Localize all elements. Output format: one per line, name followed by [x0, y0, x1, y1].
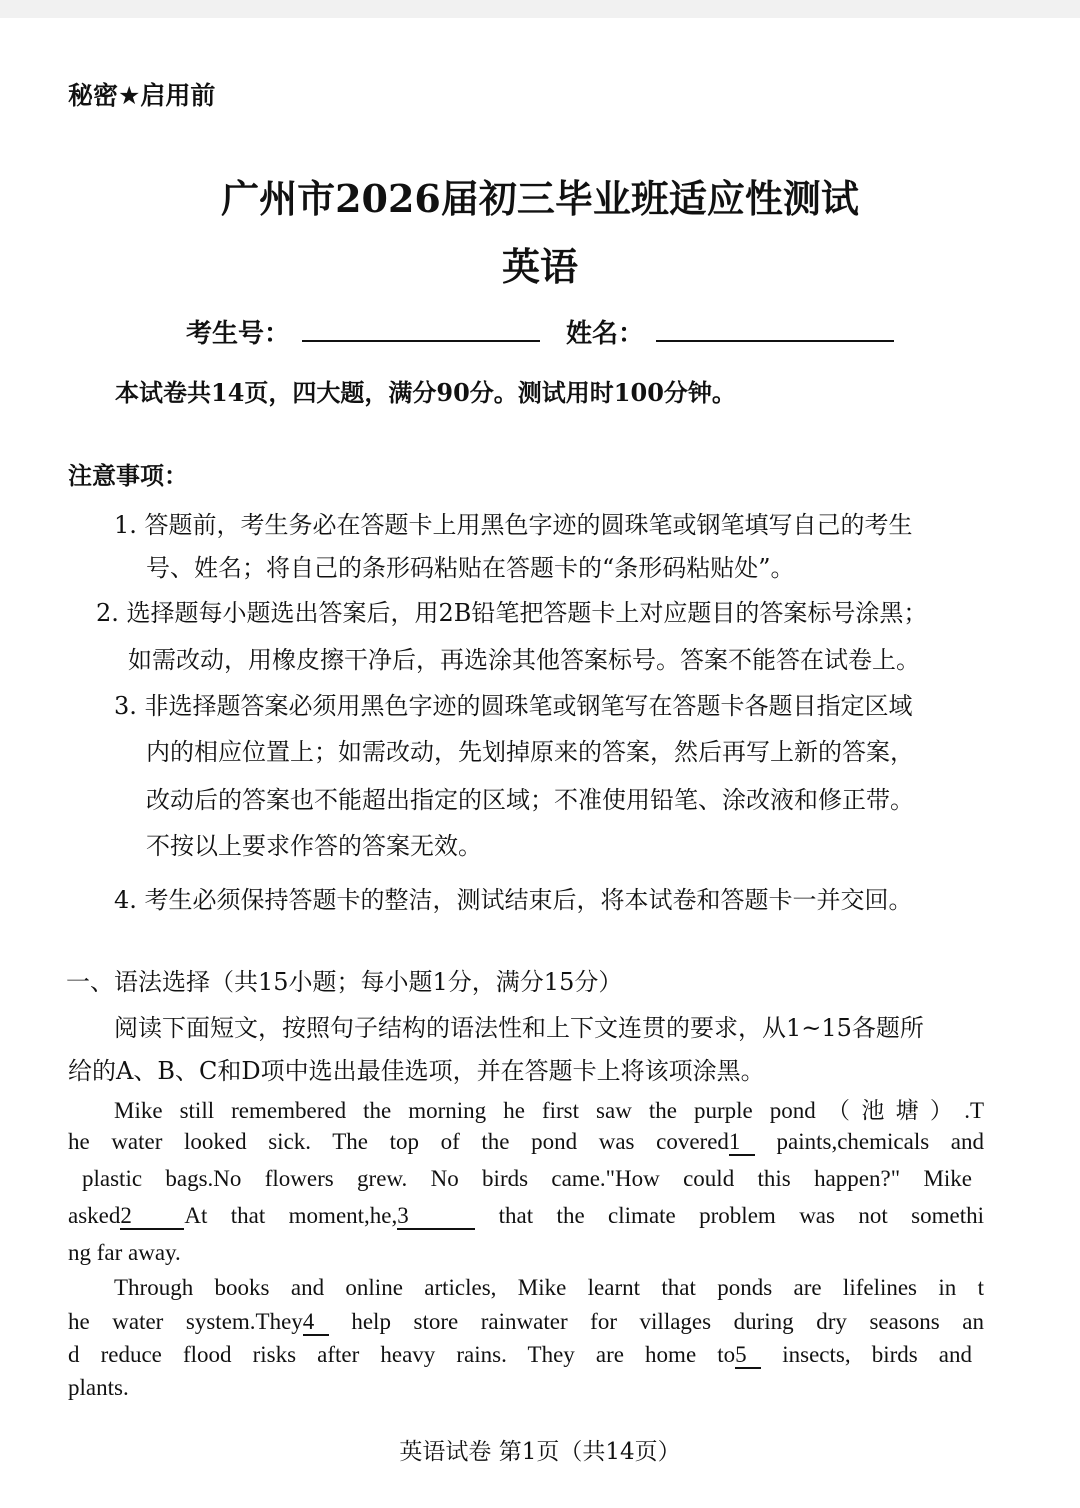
passage-text: paints,chemicals and	[754, 1129, 984, 1154]
passage-line	[68, 1309, 984, 1336]
blank-3[interactable]: 3	[397, 1204, 475, 1230]
exam-page	[0, 18, 1080, 1508]
section-instruction: 阅读下面短文，按照句子结构的语法性和上下文连贯的要求，从1~15各题所	[114, 1014, 924, 1042]
notice-line: 如需改动，用橡皮擦干净后，再选涂其他答案标号。答案不能答在试卷上。	[128, 646, 920, 674]
section-heading: 一、语法选择（共15小题；每小题1分，满分15分）	[66, 968, 623, 996]
notice-line: 内的相应位置上；如需改动，先划掉原来的答案，然后再写上新的答案，	[146, 738, 914, 766]
passage-line: plastic bags.No flowers grew. No birds came."How could this happen?" Mike	[82, 1166, 972, 1191]
blank-1[interactable]: 1	[729, 1130, 755, 1156]
blank-4[interactable]: 4	[303, 1310, 329, 1336]
blank-5[interactable]: 5	[735, 1343, 761, 1369]
passage-text: he water system.They	[68, 1309, 303, 1334]
section-instruction: 给的A、B、C和D项中选出最佳选项，并在答题卡上将该项涂黑。	[68, 1057, 765, 1085]
notice-line: 1. 答题前，考生务必在答题卡上用黑色字迹的圆珠笔或钢笔填写自己的考生	[114, 511, 913, 539]
passage-text: d reduce flood risks after heavy rains. They are home to	[68, 1342, 736, 1367]
candidate-id-label: 考生号：	[186, 319, 291, 349]
candidate-id-line[interactable]	[302, 340, 540, 342]
passage-line: plants.	[68, 1375, 129, 1400]
candidate-name-line[interactable]	[656, 340, 894, 342]
passage-line: ng far away.	[68, 1240, 181, 1265]
notice-line: 4. 考生必须保持答题卡的整洁，测试结束后，将本试卷和答题卡一并交回。	[114, 886, 913, 914]
blank-2[interactable]: 2	[120, 1204, 184, 1230]
exam-info: 本试卷共14页，四大题，满分90分。测试用时100分钟。	[115, 378, 736, 407]
confidential-mark: 秘密★启用前	[68, 81, 216, 110]
notice-line: 2. 选择题每小题选出答案后，用2B铅笔把答题卡上对应题目的答案标号涂黑；	[96, 599, 928, 627]
passage-text: help store rainwater for villages during dry seasons an	[328, 1309, 984, 1334]
page-footer: 英语试卷 第1页（共14页）	[399, 1439, 681, 1465]
passage-line	[68, 1129, 984, 1156]
passage-line: Mike still remembered the morning he first saw the purple pond（池塘）.T	[114, 1098, 984, 1123]
passage-text: asked	[68, 1203, 121, 1228]
passage-text: that the climate problem was not somethi	[475, 1203, 984, 1228]
candidate-name-label: 姓名：	[566, 319, 645, 349]
notice-line: 不按以上要求作答的答案无效。	[146, 832, 482, 860]
exam-subject: 英语	[501, 244, 578, 289]
exam-title: 广州市2026届初三毕业班适应性测试	[221, 176, 859, 221]
notice-line: 号、姓名；将自己的条形码粘贴在答题卡的“条形码粘贴处”。	[146, 554, 795, 582]
passage-line	[68, 1342, 972, 1369]
passage-text: insects, birds and	[761, 1342, 972, 1367]
notice-line: 改动后的答案也不能超出指定的区域；不准使用铅笔、涂改液和修正带。	[146, 786, 914, 814]
passage-text: he water looked sick. The top of the pond was covered	[68, 1129, 729, 1154]
passage-line: Through books and online articles, Mike learnt that ponds are lifelines in t	[114, 1275, 984, 1300]
passage-text: At that moment,he,	[184, 1203, 398, 1228]
passage-line	[68, 1203, 984, 1230]
notice-heading: 注意事项：	[68, 462, 188, 490]
notice-line: 3. 非选择题答案必须用黑色字迹的圆珠笔或钢笔写在答题卡各题目指定区域	[114, 692, 913, 720]
